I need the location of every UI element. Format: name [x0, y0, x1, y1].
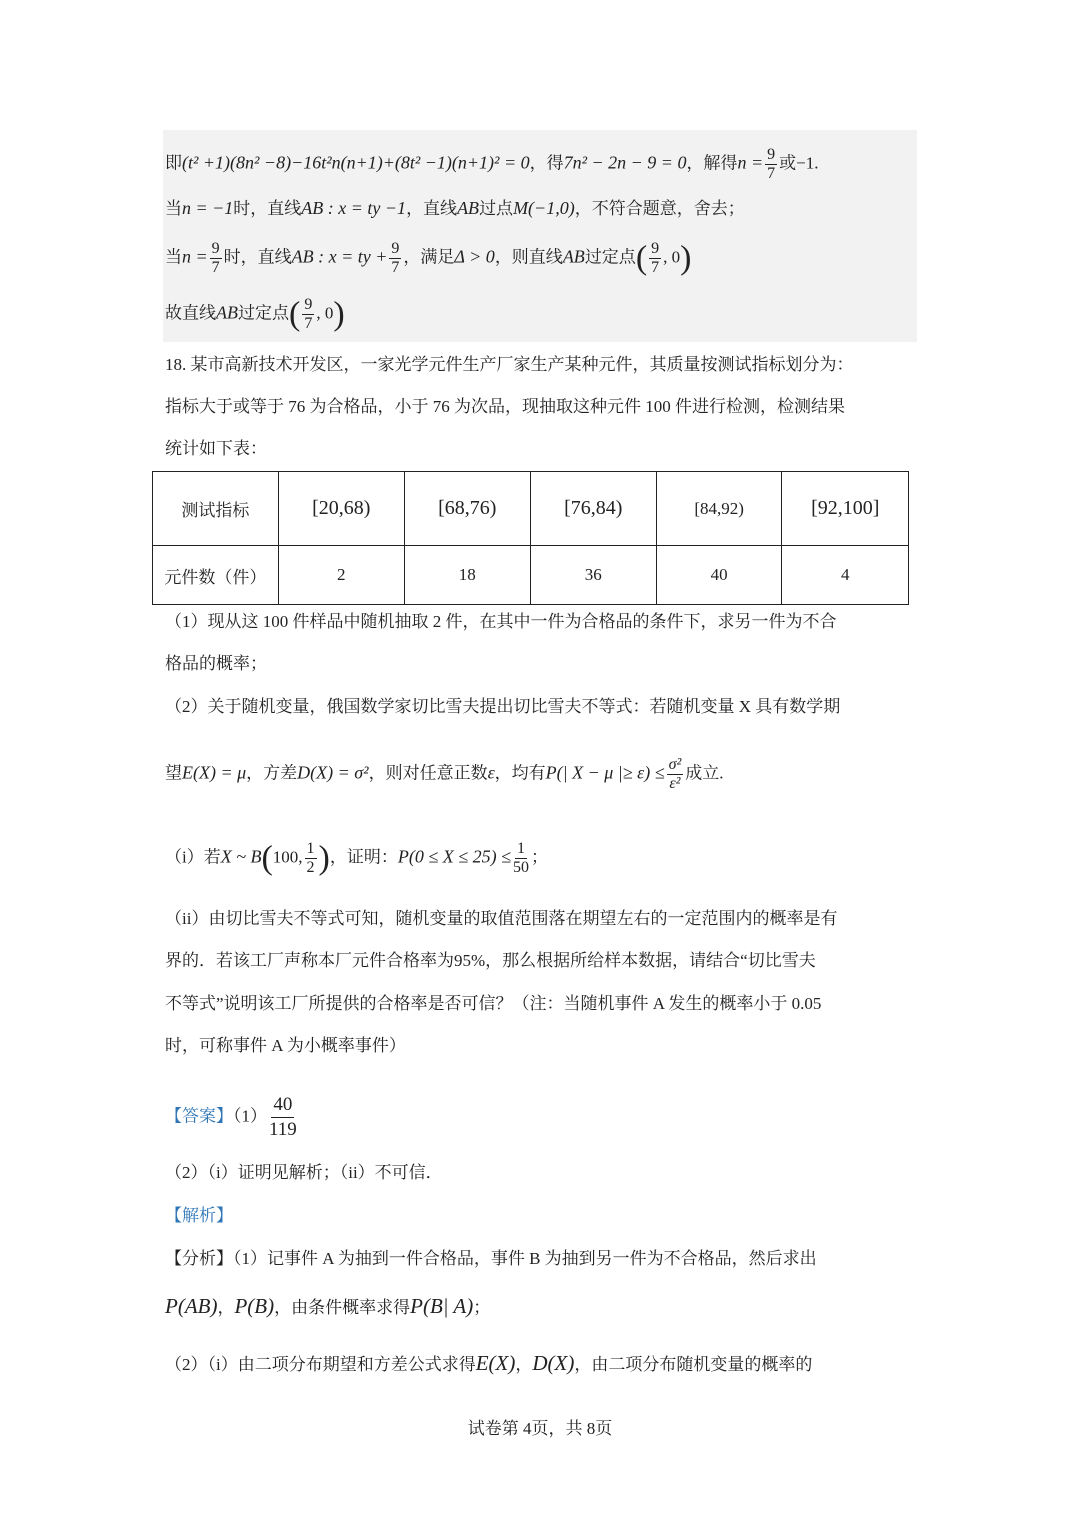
table-cell: 40	[656, 546, 782, 605]
question-18-line-2: 指标大于或等于 76 为合格品，小于 76 为次品，现抽取这种元件 100 件进行检测，检测结果	[165, 397, 845, 416]
answer-line-2: （2）（i）证明见解析；（ii）不可信．	[165, 1163, 443, 1182]
denominator: 7	[211, 259, 220, 276]
equation: AB	[562, 246, 585, 267]
text: 或−1.	[779, 153, 819, 173]
part-2-ii-line-4: 时，可称事件 A 为小概率事件）	[165, 1036, 406, 1055]
analysis-line-1: 【分析】（1）记事件 A 为抽到一件合格品，事件 B 为抽到另一件为不合格品，然后求出	[165, 1249, 817, 1268]
equation: n =	[182, 246, 208, 267]
page-footer: 试卷第 4页，共 8页	[467, 1419, 613, 1438]
equation: P(0 ≤ X ≤ 25) ≤	[397, 846, 511, 867]
part-2-ii-line-2: 界的．若该工厂声称本厂元件合格率为95%，那么根据所给样本数据，请结合“切比雪夫	[165, 951, 816, 970]
text: ；	[531, 847, 548, 867]
text: ，证明：	[329, 847, 398, 867]
equation: E(X) = μ	[182, 762, 247, 783]
table-cell: [84,92)	[656, 472, 782, 546]
text: ，解得	[686, 153, 738, 173]
table-cell: 测试指标	[153, 472, 279, 546]
text: （1）	[233, 1106, 267, 1126]
denominator: 2	[306, 859, 315, 876]
analysis-line-2	[165, 1294, 490, 1320]
text: ，则对任意正数	[368, 763, 488, 783]
text: ，方差	[246, 763, 298, 783]
text: ，由条件概率求得	[274, 1298, 411, 1317]
equation: X ~ B	[220, 846, 262, 867]
fraction	[649, 240, 661, 277]
denominator: 7	[767, 165, 776, 182]
text: 即	[165, 153, 182, 173]
table-header-row	[153, 472, 909, 546]
fraction	[765, 146, 777, 183]
part-2-ii-line-3: 不等式”说明该工厂所提供的合格率是否可信？（注：当随机事件 A 发生的概率小于 0.05	[165, 994, 822, 1013]
text: 故直线	[165, 303, 216, 323]
text: （2）（i）由二项分布期望和方差公式求得	[165, 1355, 476, 1374]
table-cell: 36	[530, 546, 656, 605]
table-cell: 18	[404, 546, 530, 605]
table-cell: [92,100]	[782, 472, 909, 546]
text: 望	[165, 763, 182, 783]
fraction	[305, 840, 317, 877]
box-line-4: 故直线AB过定点( $\frac{9}{7}$ , 0)	[165, 295, 345, 333]
text: ，不符合题意，舍去；	[574, 199, 745, 218]
text: ，直线	[406, 199, 458, 218]
question-18-line-1: 18. 某市高新技术开发区，一家光学元件生产厂家生产某种元件，其质量按测试指标划分为：	[165, 355, 854, 374]
equation: P(B| A)	[410, 1294, 474, 1318]
text: ，	[217, 1298, 235, 1317]
part-2-i: （i）若X ~ B(100, $\frac{1}{2}$ )，证明：P(0 ≤ X ≤ 25) ≤ $\frac{1}{50}$ ；	[165, 839, 548, 877]
analysis-tag: 【解析】	[165, 1206, 233, 1225]
table-cell: 元件数（件）	[153, 546, 279, 605]
text: , 0	[663, 247, 681, 267]
fraction	[269, 1093, 297, 1142]
answer-tag: 【答案】	[165, 1106, 233, 1126]
table-cell: 4	[782, 546, 909, 605]
text: ，则直线	[494, 247, 563, 267]
text: ，	[515, 1355, 533, 1374]
text: 过定点	[584, 247, 636, 267]
box-line-2	[165, 196, 745, 221]
numerator: 9	[304, 296, 313, 313]
numerator: σ²	[668, 756, 682, 773]
equation: P(AB)	[165, 1294, 218, 1318]
numerator: 1	[306, 840, 315, 857]
text: 时，直线	[223, 247, 292, 267]
numerator: 9	[211, 240, 220, 257]
table-cell: 2	[278, 546, 404, 605]
fraction	[667, 756, 684, 793]
equation: P(| X − μ |≥ ε) ≤	[545, 762, 665, 783]
denominator: 7	[651, 259, 660, 276]
numerator: 9	[651, 240, 660, 257]
table-row	[153, 546, 909, 605]
equation: AB	[216, 302, 238, 323]
numerator: 9	[767, 146, 776, 163]
equation: AB	[457, 198, 480, 218]
denominator: 50	[513, 859, 529, 876]
analysis-line-3	[165, 1351, 812, 1377]
equation: Δ > 0	[454, 246, 495, 267]
text: 时，直线	[233, 199, 302, 218]
text: 当	[165, 199, 182, 218]
text: ，由二项分布随机变量的概率的	[574, 1355, 813, 1374]
question-18-line-3: 统计如下表：	[165, 439, 267, 458]
part-2-line-1: （2）关于随机变量，俄国数学家切比雪夫提出切比雪夫不等式：若随机变量 X 具有数学期	[165, 697, 841, 716]
part-2-line-2	[165, 756, 724, 793]
table-cell: [20,68)	[278, 472, 404, 546]
equation: AB : x = ty −1	[301, 198, 407, 218]
numerator: 1	[517, 840, 525, 857]
text: ；	[473, 1298, 491, 1317]
fraction	[389, 240, 401, 277]
equation: D(X)	[532, 1351, 575, 1375]
fraction	[302, 296, 314, 333]
equation: n =	[737, 152, 764, 173]
equation: P(B)	[234, 1294, 275, 1318]
text: 当	[165, 247, 182, 267]
part-2-ii-line-1: （ii）由切比雪夫不等式可知，随机变量的取值范围落在期望左右的一定范围内的概率是有	[165, 909, 838, 928]
denominator: 7	[391, 259, 400, 276]
denominator: ε²	[669, 775, 681, 792]
numerator: 9	[391, 240, 400, 257]
equation: E(X)	[475, 1351, 516, 1375]
equation: D(X) = σ²	[297, 762, 369, 783]
equation: (t² +1)(8n² −8)−16t²n(n+1)+(8t² −1)(n+1)² = 0	[182, 152, 530, 173]
equation: ε	[487, 762, 495, 783]
equation: AB : x = ty +	[291, 246, 388, 267]
equation: 7n² − 2n − 9 = 0	[563, 152, 687, 173]
text: 成立.	[685, 763, 724, 783]
table-cell: [68,76)	[404, 472, 530, 546]
fraction	[210, 240, 222, 277]
equation: n = −1	[182, 198, 234, 218]
text: 过点	[479, 199, 514, 218]
text: ，得	[529, 153, 564, 173]
denominator: 119	[269, 1119, 297, 1140]
denominator: 7	[304, 315, 313, 332]
text: ，均有	[494, 763, 546, 783]
text: 过定点	[238, 303, 289, 323]
text: , 0	[316, 303, 334, 323]
text: （i）若	[165, 847, 221, 867]
fraction	[513, 840, 529, 877]
box-line-3: 当n = $\frac{9}{7}$ 时，直线AB : x = ty + $\frac{9}{7}$ ，满足Δ > 0，则直线AB过定点( $\frac{9}{7}$ , 0)	[165, 239, 692, 277]
answer-line-1	[165, 1093, 299, 1142]
part-1-line-2: 格品的概率；	[165, 654, 267, 673]
text: 100,	[272, 847, 303, 867]
text: ，满足	[403, 247, 455, 267]
data-table	[152, 471, 909, 605]
part-1-line-1: （1）现从这 100 件样品中随机抽取 2 件，在其中一件为合格品的条件下，求另一件为不合	[165, 612, 837, 631]
numerator: 40	[271, 1093, 294, 1118]
box-line-1	[165, 146, 818, 183]
equation: M(−1,0)	[513, 198, 575, 218]
table-cell: [76,84)	[530, 472, 656, 546]
